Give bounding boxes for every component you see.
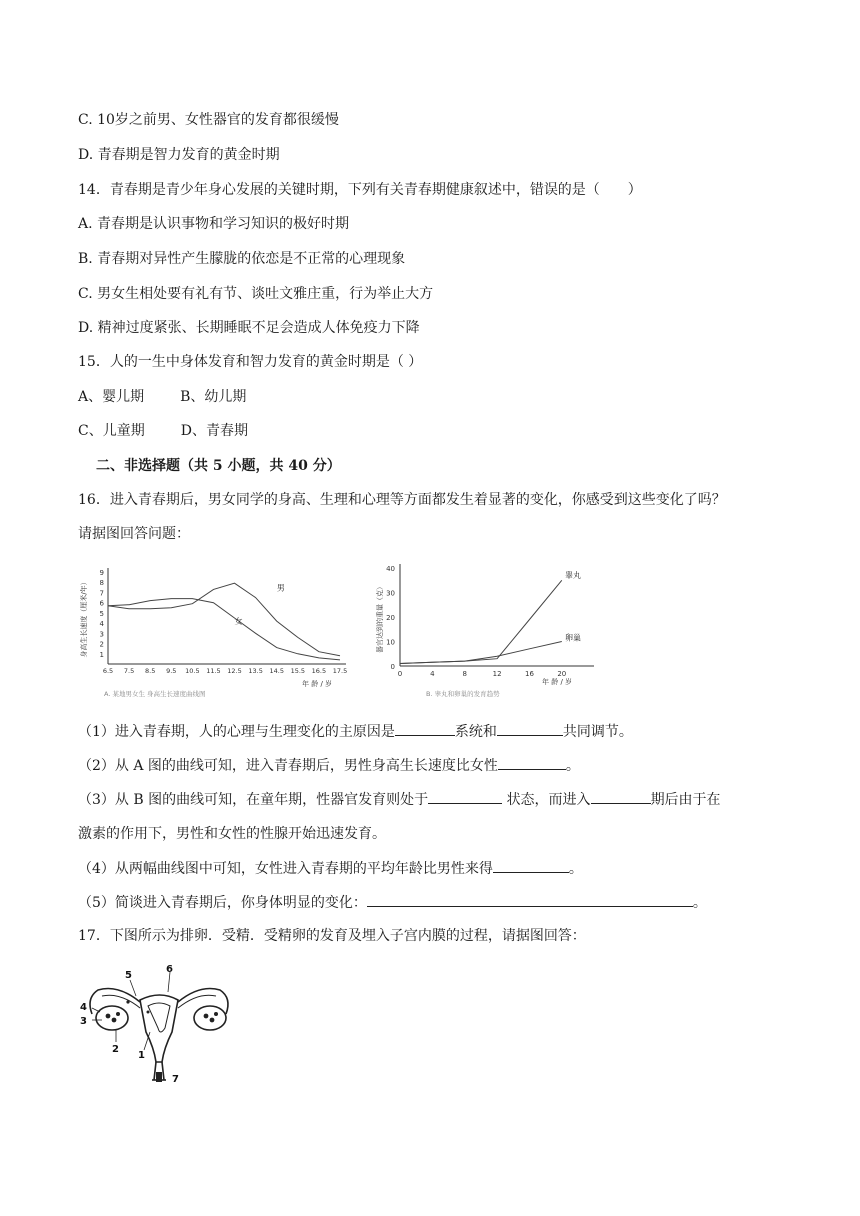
q14-option-d: D. 精神过度紧张、长期睡眠不足会造成人体免疫力下降 [78,320,420,336]
chart-a-series-line [108,599,340,660]
chart-b-x-label: 年 龄 / 岁 [542,678,573,686]
chart-a-x-tick: 7.5 [123,667,135,675]
q15-stem: 15．人的一生中身体发育和智力发育的黄金时期是（ ） [78,354,423,370]
q16-sub1-blank-2[interactable] [497,721,563,736]
chart-a-height-growth [78,562,350,700]
chart-a-y-tick: 6 [99,599,104,608]
chart-a-x-tick: 17.5 [332,667,348,675]
q13-option-d: D. 青春期是智力发育的黄金时期 [78,147,280,163]
chart-a-caption: A. 某地男女生 身高生长速度曲线图 [104,690,206,698]
chart-a-y-label: 身高生长速度（厘米/年） [80,578,88,658]
chart-b-y-tick: 30 [386,589,395,598]
chart-b-x-tick: 8 [462,670,467,678]
chart-a-x-tick: 13.5 [248,667,263,675]
q16-sub3-blank-1[interactable] [428,789,502,804]
chart-a-x-tick: 12.5 [227,667,242,675]
chart-a-y-tick: 5 [99,609,104,618]
diagram-label-2: 2 [112,1044,119,1055]
chart-b-x-tick: 16 [524,670,534,678]
chart-b-y-tick: 20 [386,614,395,622]
q16-sub3 [78,789,721,810]
q16-sub3-line2: 激素的作用下，男性和女性的性腺开始迅速发育。 [78,826,386,842]
q16-sub3-text-b: 状态，而进入 [506,792,591,808]
q16-stem-line2: 请据图回答问题： [78,526,190,542]
chart-a-y-tick: 8 [99,579,104,588]
chart-b-y-tick: 10 [386,638,395,647]
q16-sub4-blank[interactable] [493,858,569,873]
chart-a-series-label: 女 [234,617,243,627]
q16-sub5-blank[interactable] [367,892,693,907]
q15-option-d: D、青春期 [180,423,248,439]
chart-b-series-label: 睾丸 [565,570,582,580]
chart-b-gonad-development [372,560,618,700]
q14-option-a: A. 青春期是认识事物和学习知识的极好时期 [78,216,350,232]
chart-a-x-tick: 14.5 [269,667,284,675]
diagram-label-4: 4 [80,1002,87,1013]
q15-options-row1 [78,387,246,407]
q16-sub4 [78,858,583,879]
q16-sub3-text-a: （3）从 B 图的曲线可知，在童年期，性器官发育则处于 [78,792,429,808]
q15-option-c: C、儿童期 [78,423,145,439]
chart-a-x-tick: 15.5 [290,667,306,675]
q16-sub1-blank-1[interactable] [395,721,455,736]
chart-a-y-tick: 9 [99,569,104,577]
q16-sub4-text-b: 。 [568,861,583,877]
chart-a-y-tick: 7 [99,589,104,598]
chart-a-x-tick: 10.5 [185,667,200,675]
chart-a-x-tick: 8.5 [145,667,156,675]
q14-stem: 14．青春期是青少年身心发展的关键时期，下列有关青春期健康叙述中，错误的是（ ） [78,182,642,198]
chart-b-x-tick: 20 [557,670,567,678]
chart-b-y-tick: 40 [386,565,395,573]
chart-a-x-tick: 9.5 [166,667,177,675]
q16-sub5-text-a: （5）简谈进入青春期后，你身体明显的变化： [78,895,367,911]
diagram-label-5: 5 [125,970,132,981]
q16-sub1-text-b: 系统和 [454,724,497,740]
q13-option-c: C. 10岁之前男、女性器官的发育都很缓慢 [78,112,339,128]
q15-option-b: B、幼儿期 [180,389,247,405]
chart-a-y-tick: 4 [99,620,104,629]
diagram-label-1: 1 [138,1050,145,1061]
chart-a-y-tick: 2 [99,640,104,649]
chart-a-y-tick: 3 [99,630,104,639]
chart-b-series-label: 卵巢 [565,633,582,643]
q16-sub5-text-b: 。 [692,895,707,911]
q16-sub4-text-a: （4）从两幅曲线图中可知，女性进入青春期的平均年龄比男性来得 [78,861,493,877]
chart-b-caption: B. 睾丸和卵巢的发育趋势 [426,690,500,698]
chart-a-x-tick: 16.5 [311,667,327,675]
chart-a-x-label: 年 龄 / 岁 [302,680,333,688]
q16-sub1-text-a: （1）进入青春期，人的心理与生理变化的主原因是 [78,724,395,740]
diagram-label-3: 3 [80,1016,87,1027]
q16-sub2-text-b: 。 [565,758,580,774]
section-heading: 二、非选择题（共 5 小题，共 40 分） [96,458,341,474]
q17-stem: 17．下图所示为排卵．受精．受精卵的发育及埋入子宫内膜的过程，请据图回答： [78,928,586,944]
q16-sub2 [78,755,580,776]
diagram-label-6: 6 [166,964,173,975]
chart-b-x-tick: 4 [430,670,435,678]
chart-b-x-tick: 0 [397,670,403,678]
chart-a-y-tick: 1 [99,650,104,659]
q14-option-b: B. 青春期对异性产生朦胧的依恋是不正常的心理现象 [78,251,406,267]
uterus-diagram [78,962,248,1086]
chart-a-x-tick: 6.5 [102,667,114,675]
chart-a-series-line [108,583,340,656]
q16-sub3-blank-2[interactable] [591,789,651,804]
q14-option-c: C. 男女生相处要有礼有节、谈吐文雅庄重，行为举止大方 [78,286,434,302]
q15-options-row2 [78,421,248,441]
diagram-label-7: 7 [172,1074,179,1085]
chart-b-y-tick: 0 [390,663,395,671]
q16-stem-line1: 16．进入青春期后，男女同学的身高、生理和心理等方面都发生着显著的变化，你感受到这些变化了吗？ [78,492,726,508]
chart-a-x-tick: 11.5 [206,667,221,675]
q16-sub2-text-a: （2）从 A 图的曲线可知，进入青春期后，男性身高生长速度比女性 [78,758,498,774]
q16-sub2-blank[interactable] [498,755,566,770]
chart-b-x-tick: 12 [492,670,502,678]
q16-sub1 [78,721,633,742]
q15-option-a: A、婴儿期 [78,389,145,405]
q16-sub1-text-c: 共同调节。 [562,724,633,740]
chart-a-series-label: 男 [276,583,285,593]
q16-sub5 [78,892,707,913]
chart-b-y-label: 器官达到的重量（克） [376,583,384,653]
q16-sub3-text-c: 期后由于在 [650,792,721,808]
chart-b-series-line [400,580,562,663]
